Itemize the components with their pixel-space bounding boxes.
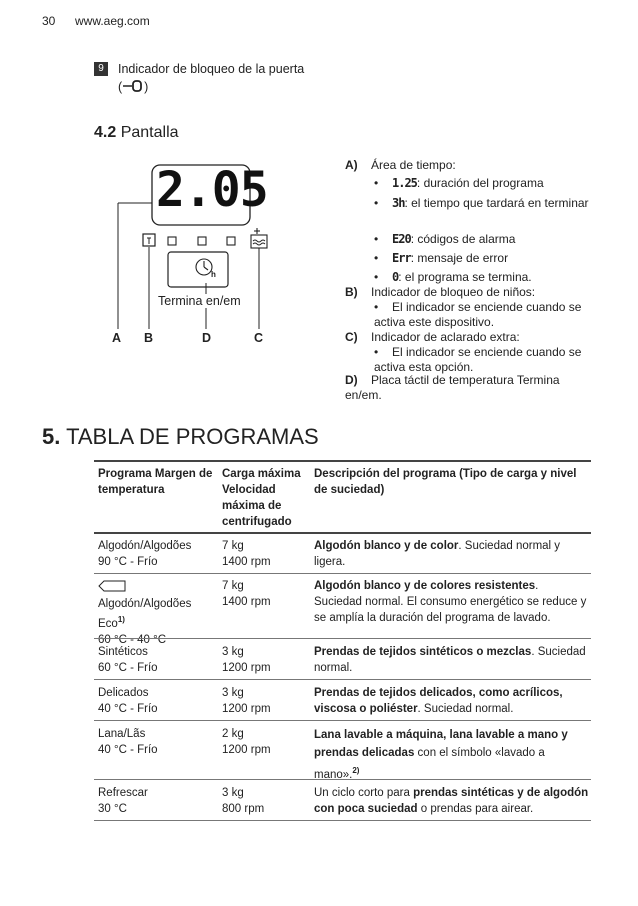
display-small-h: h (211, 270, 216, 279)
table-row-desc: Prendas de tejidos sintéticos o mezclas. Suciedad normal. (314, 646, 586, 674)
table-row-desc: Un ciclo corto para prendas sintéticas y de algodón con poca suciedad o prendas para airear. (314, 787, 589, 815)
legend-a: A) Área de tiempo: (345, 158, 456, 172)
table-row-desc: Algodón blanco y de color. Suciedad normal y ligera. (314, 540, 561, 568)
item-9-symbol: ( ) (118, 80, 149, 94)
table-header-rule (94, 532, 591, 534)
item-9-badge: 9 (94, 62, 108, 76)
table-row: Lana/Lãs 40 °C - Frío (98, 728, 158, 756)
section-5-heading: 5. TABLA DE PROGRAMAS (42, 424, 319, 449)
table-row: Refrescar 30 °C (98, 787, 148, 815)
item-9-text: Indicador de bloqueo de la puerta (118, 62, 305, 76)
display-letter-d: D (202, 331, 212, 345)
table-row-load: 2 kg 1200 rpm (222, 728, 271, 756)
legend-a-item: • Err: mensaje de error (374, 251, 509, 265)
legend-a-item: • 0: el programa se termina. (374, 270, 532, 284)
page-number: 30 (42, 14, 56, 28)
table-row-load: 3 kg 800 rpm (222, 787, 265, 815)
table-row-rule (94, 720, 591, 721)
table-header-load: Carga máxima Velocidad máxima de centrifugado (222, 468, 301, 528)
website: www.aeg.com (75, 14, 150, 28)
table-top-rule (94, 460, 591, 462)
display-letter-c: C (254, 331, 264, 345)
table-row-rule (94, 779, 591, 780)
table-row: Algodón/Algodões 90 °C - Frío (98, 540, 192, 568)
legend-b: B) Indicador de bloqueo de niños: (345, 285, 536, 299)
legend-c: C) Indicador de aclarado extra: (345, 330, 520, 344)
table-row-load: 7 kg 1400 rpm (222, 540, 271, 568)
table-row: Algodón/Algodões Eco$^{1)}$ 60 °C - 40 °C (98, 580, 216, 648)
table-header-description: Descripción del programa (Tipo de carga y nivel de suciedad) (314, 468, 577, 496)
display-letter-b: B (144, 331, 154, 345)
table-row-desc: Prendas de tejidos delicados, como acrílicos, viscosa o poliéster. Suciedad normal. (314, 687, 563, 715)
table-row-desc: Lana lavable a máquina, lana lavable a mano y prendas delicadas con el símbolo «lavado a mano».$^{2)}$ (314, 729, 568, 781)
table-row-rule (94, 573, 591, 574)
display-label-termina: Termina en/em (158, 294, 241, 308)
legend-a-item: • 1.25: duración del programa (374, 176, 544, 190)
display-digits: 2.05 (156, 162, 268, 218)
table-header-program: Programa Margen de temperatura (98, 468, 213, 496)
legend-a-item: • E20: códigos de alarma (374, 232, 516, 246)
table-row-desc: Algodón blanco y de colores resistentes. Suciedad normal. El consumo energético se reduce y se amplía la duración del programa de lavado. (314, 580, 587, 624)
table-row-load: 3 kg 1200 rpm (222, 646, 271, 674)
table-row: Sintéticos 60 °C - Frío (98, 646, 158, 674)
table-bottom-rule (94, 820, 591, 821)
legend-b-item: • El indicador se enciende cuando se activa este dispositivo. (374, 300, 582, 329)
door-lock-icon (122, 80, 144, 92)
table-row-rule (94, 679, 591, 680)
eco-program-icon (98, 580, 126, 592)
table-row-rule (94, 638, 591, 639)
section-4-2-heading: 4.2 Pantalla (94, 124, 179, 141)
legend-a-item: • 3h: el tiempo que tardará en terminar (374, 196, 589, 210)
legend-d: D) Placa táctil de temperatura Termina en/em. (345, 373, 560, 402)
table-row: Delicados 40 °C - Frío (98, 687, 158, 715)
table-row-load: 3 kg 1200 rpm (222, 687, 271, 715)
display-letter-a: A (112, 331, 122, 345)
legend-c-item: • El indicador se enciende cuando se activa esta opción. (374, 345, 582, 374)
table-row-load: 7 kg 1400 rpm (222, 580, 271, 608)
